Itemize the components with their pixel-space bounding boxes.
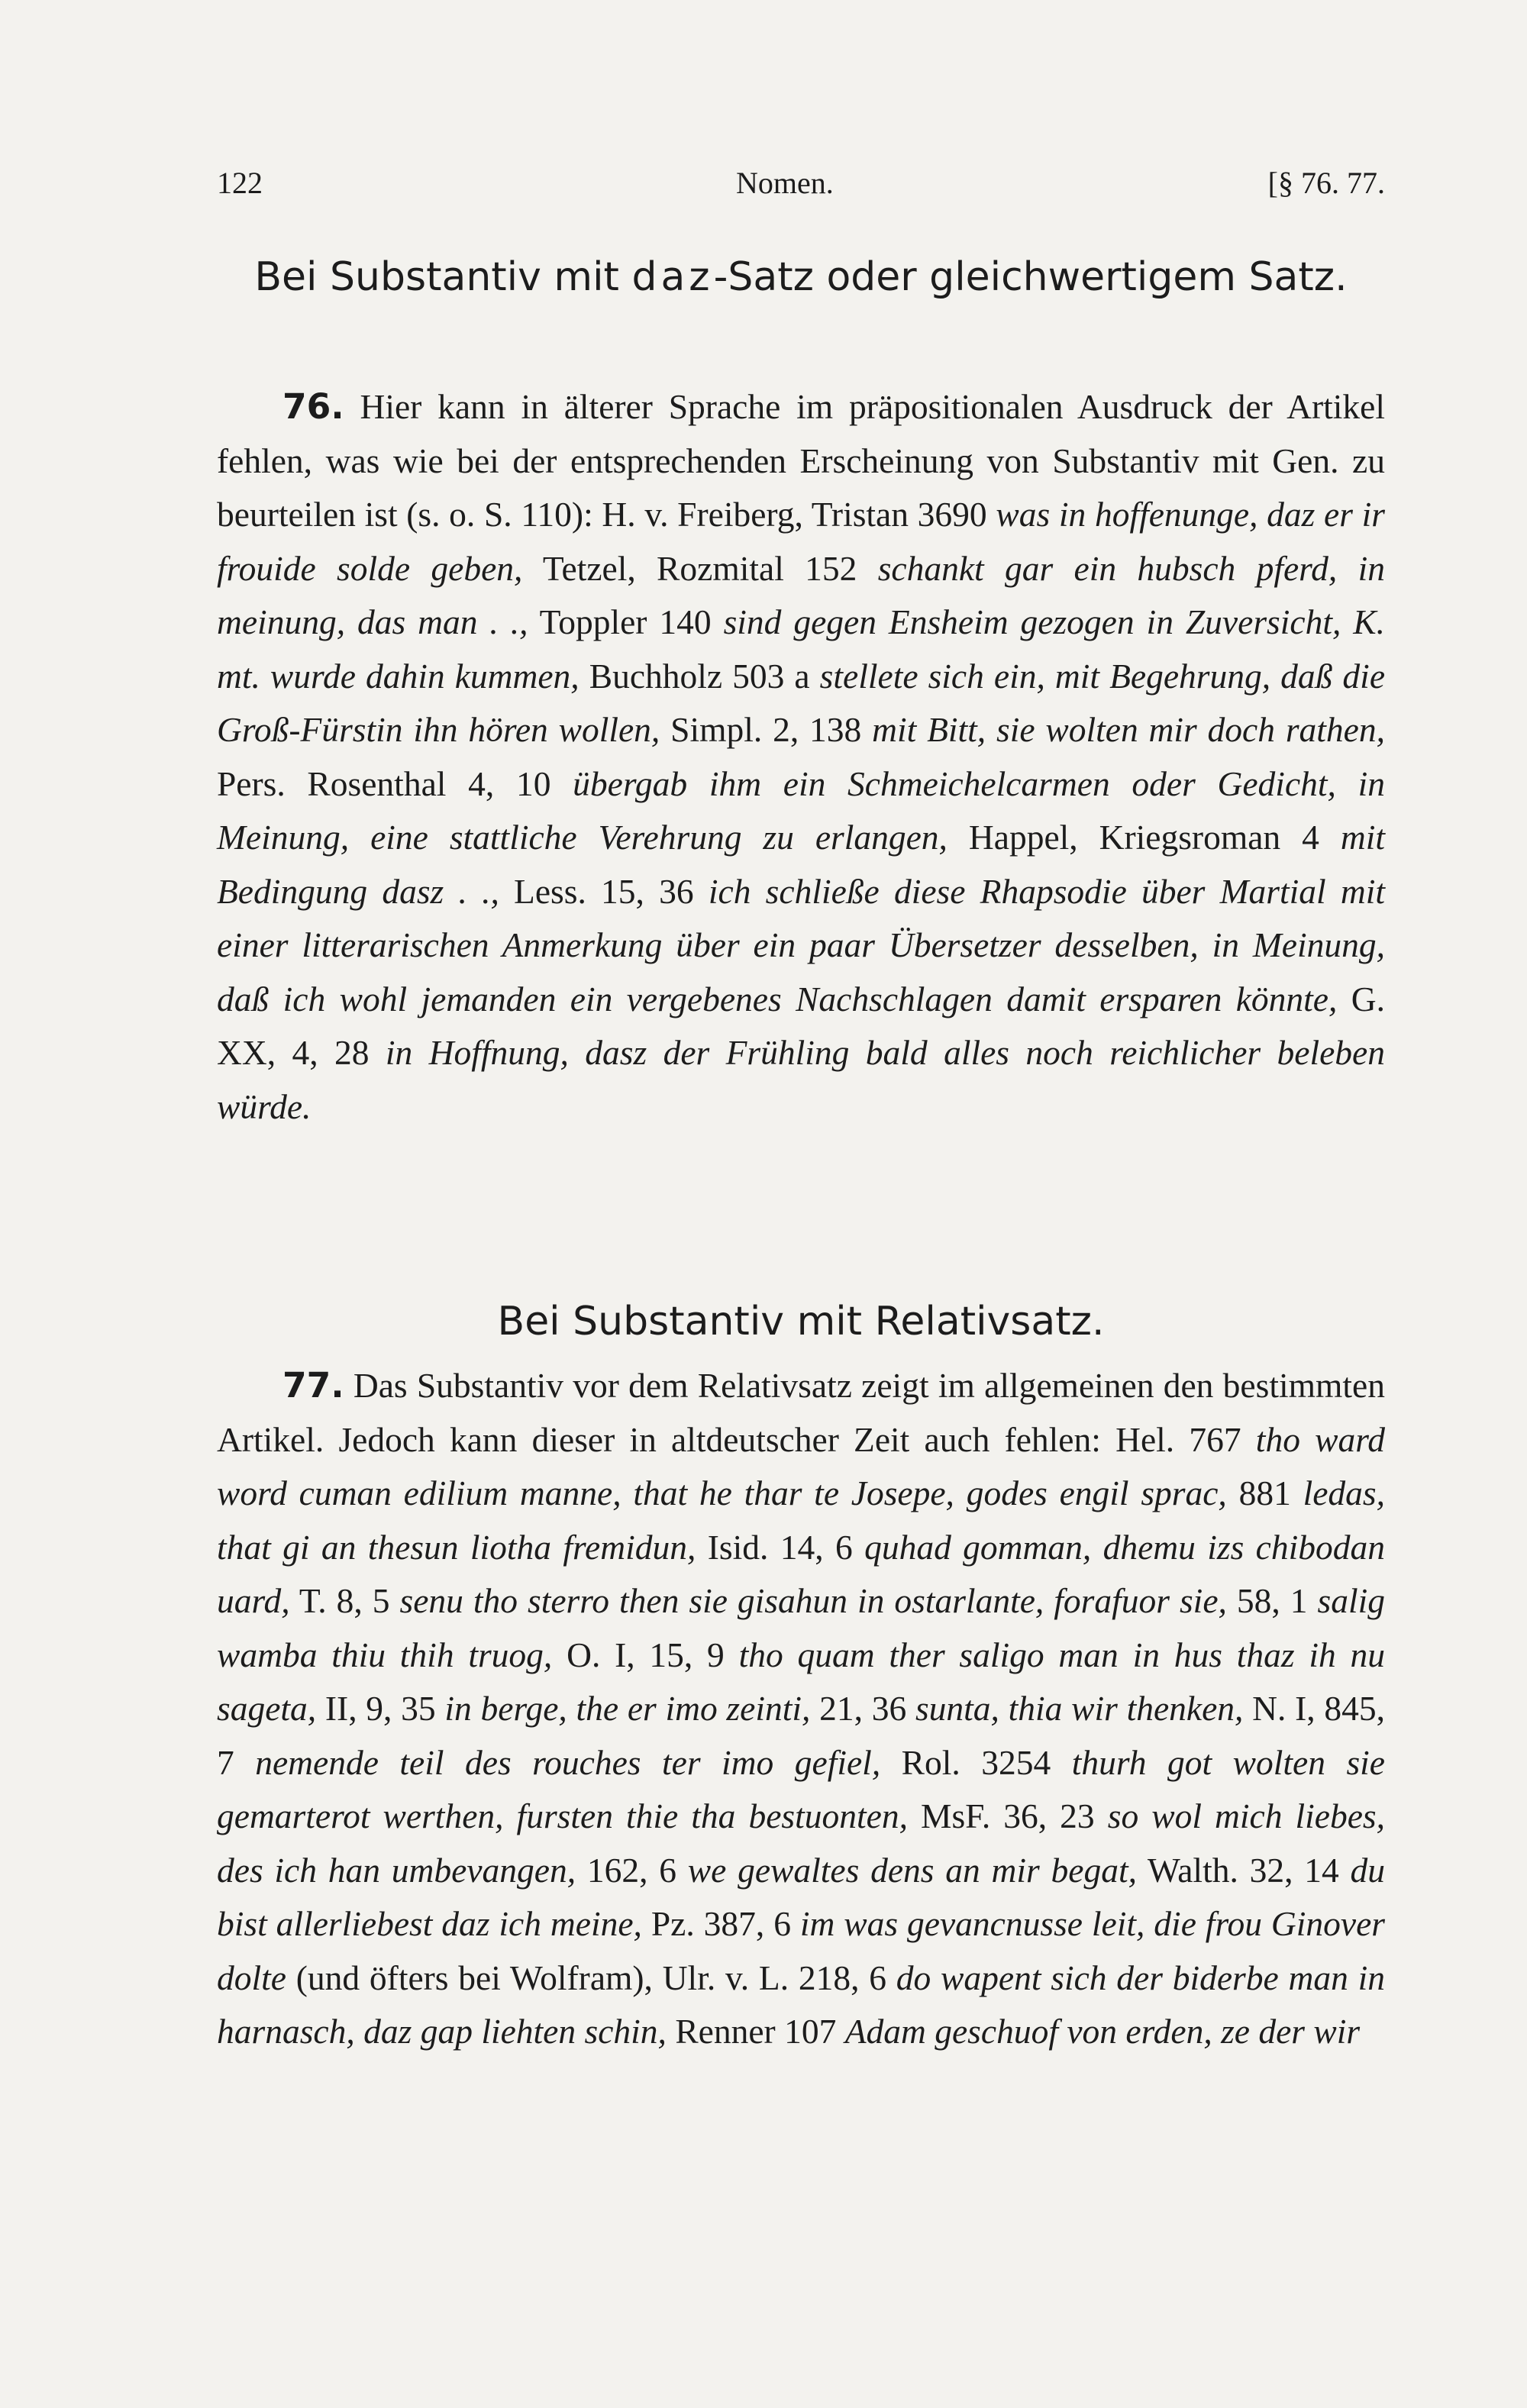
quotation: was in hoffenunge, daz er ir frouide solde geben, <box>217 495 1385 588</box>
text-run: Rol. 3254 <box>880 1742 1072 1782</box>
text-run: O. I, 15, 9 <box>552 1635 739 1674</box>
quotation: sind gegen Ensheim gezogen in Zuversicht, K. mt. wurde dahin kummen, <box>217 602 1385 696</box>
quotation: ich schließe diese Rhapsodie über Martial mit einer litterarischen Anmerkung über ein paar Übersetzer desselben, in Meinung, daß ich wohl jemanden ein vergebenes Nachschlagen damit ersparen könnte, <box>217 871 1386 1018</box>
running-title: Nomen. <box>736 166 834 200</box>
text-run: Buchholz 503 a <box>579 656 820 696</box>
quotation: mit Bedingung dasz . ., <box>217 818 1385 911</box>
text-run: G. XX, 4, 28 <box>217 979 1386 1072</box>
running-head <box>217 165 1385 211</box>
heading-spaced-word: daz <box>631 254 714 300</box>
text-run: 162, 6 <box>576 1850 688 1890</box>
heading-text-post: -Satz oder gleichwertigem Satz. <box>713 254 1348 300</box>
quotation: so wol mich liebes, des ich han umbevangen, <box>217 1796 1386 1890</box>
quotation: do wapent sich der biderbe man in harnasch, daz gap liehten schin, <box>217 1958 1385 2051</box>
text-run: Less. 15, 36 <box>499 871 709 911</box>
quotation: du bist allerliebest daz ich meine, <box>217 1850 1386 1943</box>
text-run: II, 9, 35 <box>316 1689 445 1728</box>
quotation: in Hoffnung, dasz der Frühling bald alles noch reichlicher beleben würde. <box>217 1033 1386 1126</box>
page-number: 122 <box>217 166 263 200</box>
text-run: (und öfters bei Wolfram), Ulr. v. L. 218, 6 <box>286 1958 896 1997</box>
text-run: Happel, Kriegsroman 4 <box>947 818 1341 857</box>
section-number: 77. <box>282 1365 344 1406</box>
quotation: senu tho sterro then sie gisahun in ostarlante, forafuor sie, <box>399 1581 1227 1620</box>
text-run: Das Substantiv vor dem Relativsatz zeigt im allgemeinen den bestimmten Artikel. Jedoch kann dieser in altdeutscher Zeit auch fehlen: Hel. 767 <box>217 1366 1385 1459</box>
text-run: Walth. 32, 14 <box>1136 1850 1351 1890</box>
quotation: übergab ihm ein Schmeichelcarmen oder Gedicht, in Meinung, eine stattliche Verehrung zu erlangen, <box>217 763 1385 857</box>
text-run: Pz. 387, 6 <box>641 1904 800 1943</box>
quotation: in berge, the er imo zeinti, <box>444 1689 811 1728</box>
quotation: mit Bitt, sie wolten mir doch rathen, <box>872 710 1385 749</box>
section-number: 76. <box>282 386 344 427</box>
text-run: Pers. Rosenthal 4, 10 <box>217 763 573 803</box>
text-run: MsF. 36, 23 <box>907 1796 1108 1835</box>
quotation: we gewaltes dens an mir begat, <box>687 1850 1137 1890</box>
text-run: 21, 36 <box>810 1689 915 1728</box>
text-run: Tetzel, Rozmital 152 <box>522 548 878 588</box>
quotation: Adam geschuof von erden, ze der wir <box>844 2012 1361 2051</box>
section-77-paragraph <box>217 1359 1385 2059</box>
quotation: salig wamba thiu thih truog, <box>217 1581 1385 1674</box>
text-run: Isid. 14, 6 <box>696 1527 865 1567</box>
quotation: schankt gar ein hubsch pferd, in meinung, das man . ., <box>217 548 1385 641</box>
text-run: Renner 107 <box>666 2012 845 2051</box>
text-run: Toppler 140 <box>528 602 724 641</box>
text-run: 881 <box>1226 1474 1303 1512</box>
quotation: tho quam ther saligo man in hus thaz ih nu sageta, <box>217 1635 1385 1728</box>
quotation: im was gevancnusse leit, die frou Ginover dolte <box>217 1904 1385 1997</box>
quotation: thurh got wolten sie gemarterot werthen, fursten thie tha bestuonten, <box>217 1742 1385 1835</box>
quotation: stellete sich ein, mit Begehrung, daß die Groß-Fürstin ihn hören wollen, <box>217 656 1386 749</box>
text-run: T. 8, 5 <box>289 1581 400 1620</box>
text-run: Hier kann in älterer Sprache im präpositionalen Ausdruck der Artikel fehlen, was wie bei der entsprechenden Erscheinung von Substantiv mit Gen. zu beurteilen ist (s. o. S. 110): H. v. Freiberg, Tristan 3690 <box>217 387 1385 534</box>
text-run: Simpl. 2, 138 <box>660 710 873 749</box>
section-76-heading <box>217 252 1385 302</box>
section-76-paragraph <box>217 380 1385 1134</box>
quotation: ledas, that gi an thesun liotha fremidun, <box>217 1474 1385 1567</box>
section-reference: [§ 76. 77. <box>1267 166 1385 200</box>
quotation: sunta, thia wir thenken, <box>915 1689 1244 1728</box>
quotation: quhad gomman, dhemu izs chibodan uard, <box>217 1527 1386 1620</box>
heading-text-pre: Bei Substantiv mit <box>254 254 632 300</box>
text-run: N. I, 845, 7 <box>217 1689 1386 1782</box>
quotation: nemende teil des rouches ter imo gefiel, <box>255 1742 881 1782</box>
text-run: 58, 1 <box>1226 1581 1318 1620</box>
section-77-heading: Bei Substantiv mit Relativsatz. <box>497 1299 1105 1344</box>
quotation: tho ward word cuman edilium manne, that he thar te Josepe, godes engil sprac, <box>217 1419 1385 1512</box>
